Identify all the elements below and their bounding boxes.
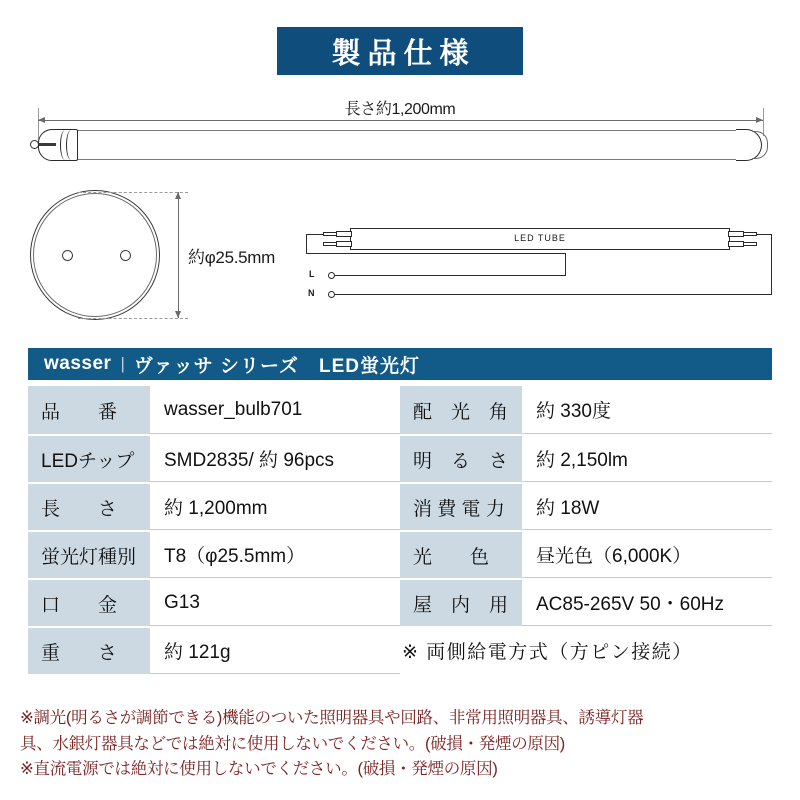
wire-l-run (334, 275, 566, 276)
diameter-dimension-line (178, 192, 179, 318)
length-dimension-label: 長さ約1,200mm (344, 101, 456, 118)
tube-body-illustration (48, 130, 748, 160)
spec-value: 昼光色（6,000K） (522, 530, 772, 578)
wiring-left-pin-bottom (336, 241, 352, 247)
tube-pin-dot (30, 140, 39, 149)
wiring-neutral-terminal (328, 291, 335, 298)
brand-name: wasser (44, 353, 112, 374)
table-row (400, 434, 772, 482)
page-title-banner (277, 27, 523, 75)
warning-line-3: ※直流電源では絶対に使用しないでください。(破損・発煙の原因) (20, 760, 498, 779)
page-title: 製品仕様 (331, 37, 476, 70)
table-row (28, 482, 400, 530)
spec-value: G13 (150, 578, 400, 626)
brand-bar (28, 348, 772, 380)
table-row (28, 578, 400, 626)
brand-series: ヴァッサ シリーズ LED蛍光灯 (133, 355, 421, 377)
spec-value: wasser_bulb701 (150, 386, 400, 434)
spec-value: 約 1,200mm (150, 482, 400, 530)
wiring-neutral-label: N (308, 288, 315, 298)
wiring-line-label: L (309, 269, 315, 279)
pin-hole-left (62, 250, 73, 261)
spec-label: 重 さ (28, 626, 150, 674)
table-row (28, 626, 400, 674)
spec-label: 明 る さ (400, 434, 522, 482)
spec-label: 光 色 (400, 530, 522, 578)
endcap-ring-2 (66, 130, 76, 160)
spec-label: 屋 内 用 (400, 578, 522, 626)
wire-l-drop (565, 253, 566, 276)
table-row (28, 434, 400, 482)
table-row (28, 386, 400, 434)
wiring-line-terminal (328, 272, 335, 279)
spec-label: 品 番 (28, 386, 150, 434)
spec-value: 約 330度 (522, 386, 772, 434)
wire-left-vertical (306, 234, 307, 254)
power-feed-note: ※ 両側給電方式（方ピン接続） (402, 641, 693, 663)
length-dimension-line (38, 120, 763, 121)
wiring-right-pin-top (728, 231, 744, 237)
warning-block (20, 706, 788, 783)
pin-hole-right (120, 250, 131, 261)
tube-right-endcap-outline (752, 131, 768, 159)
spec-label: 長 さ (28, 482, 150, 530)
diameter-extension-bottom (78, 318, 188, 319)
table-row (400, 386, 772, 434)
wire-right-top (756, 234, 772, 235)
spec-column-right (400, 386, 772, 674)
spec-label: 蛍光灯種別 (28, 530, 150, 578)
spec-label: LEDチップ (28, 434, 150, 482)
table-row (400, 482, 772, 530)
wiring-tube-label: LED TUBE (514, 233, 566, 243)
extension-line-right (763, 108, 764, 136)
diameter-extension-top (78, 192, 188, 193)
spec-value: SMD2835/ 約 96pcs (150, 434, 400, 482)
wiring-right-lead-top (743, 232, 757, 236)
warning-line-1: ※調光(明るさが調節できる)機能のついた照明器具や回路、非常用照明器具、誘導灯器 (20, 709, 644, 727)
diameter-dimension-label: 約φ25.5mm (188, 248, 276, 267)
specification-table (28, 386, 772, 674)
warning-line-2: 具、水銀灯器具などでは絶対に使用しないでください。(破損・発煙の原因) (20, 734, 565, 753)
table-row (400, 530, 772, 578)
spec-label: 消 費 電 力 (400, 482, 522, 530)
table-row (400, 578, 772, 626)
spec-label: 配 光 角 (400, 386, 522, 434)
wiring-right-lead-bottom (743, 242, 757, 246)
wire-right-vertical (771, 234, 772, 295)
wiring-left-lead-top (323, 232, 337, 236)
wire-left-bottom-run (306, 253, 566, 254)
endcap-cross-section-inner (33, 193, 157, 317)
spec-column-left (28, 386, 400, 674)
spec-value: AC85-265V 50・60Hz (522, 578, 772, 626)
tube-pin-stub (36, 143, 56, 146)
spec-value: 約 18W (522, 482, 772, 530)
wiring-right-pin-bottom (728, 241, 744, 247)
spec-value: T8（φ25.5mm） (150, 530, 400, 578)
spec-label: 口 金 (28, 578, 150, 626)
wire-n-run (334, 294, 772, 295)
wiring-left-pin-top (336, 231, 352, 237)
spec-value: 約 121g (150, 626, 400, 674)
table-row (28, 530, 400, 578)
wiring-left-lead-bottom (323, 242, 337, 246)
spec-value: 約 2,150lm (522, 434, 772, 482)
wire-left-top (306, 234, 324, 235)
brand-separator: | (120, 354, 125, 373)
